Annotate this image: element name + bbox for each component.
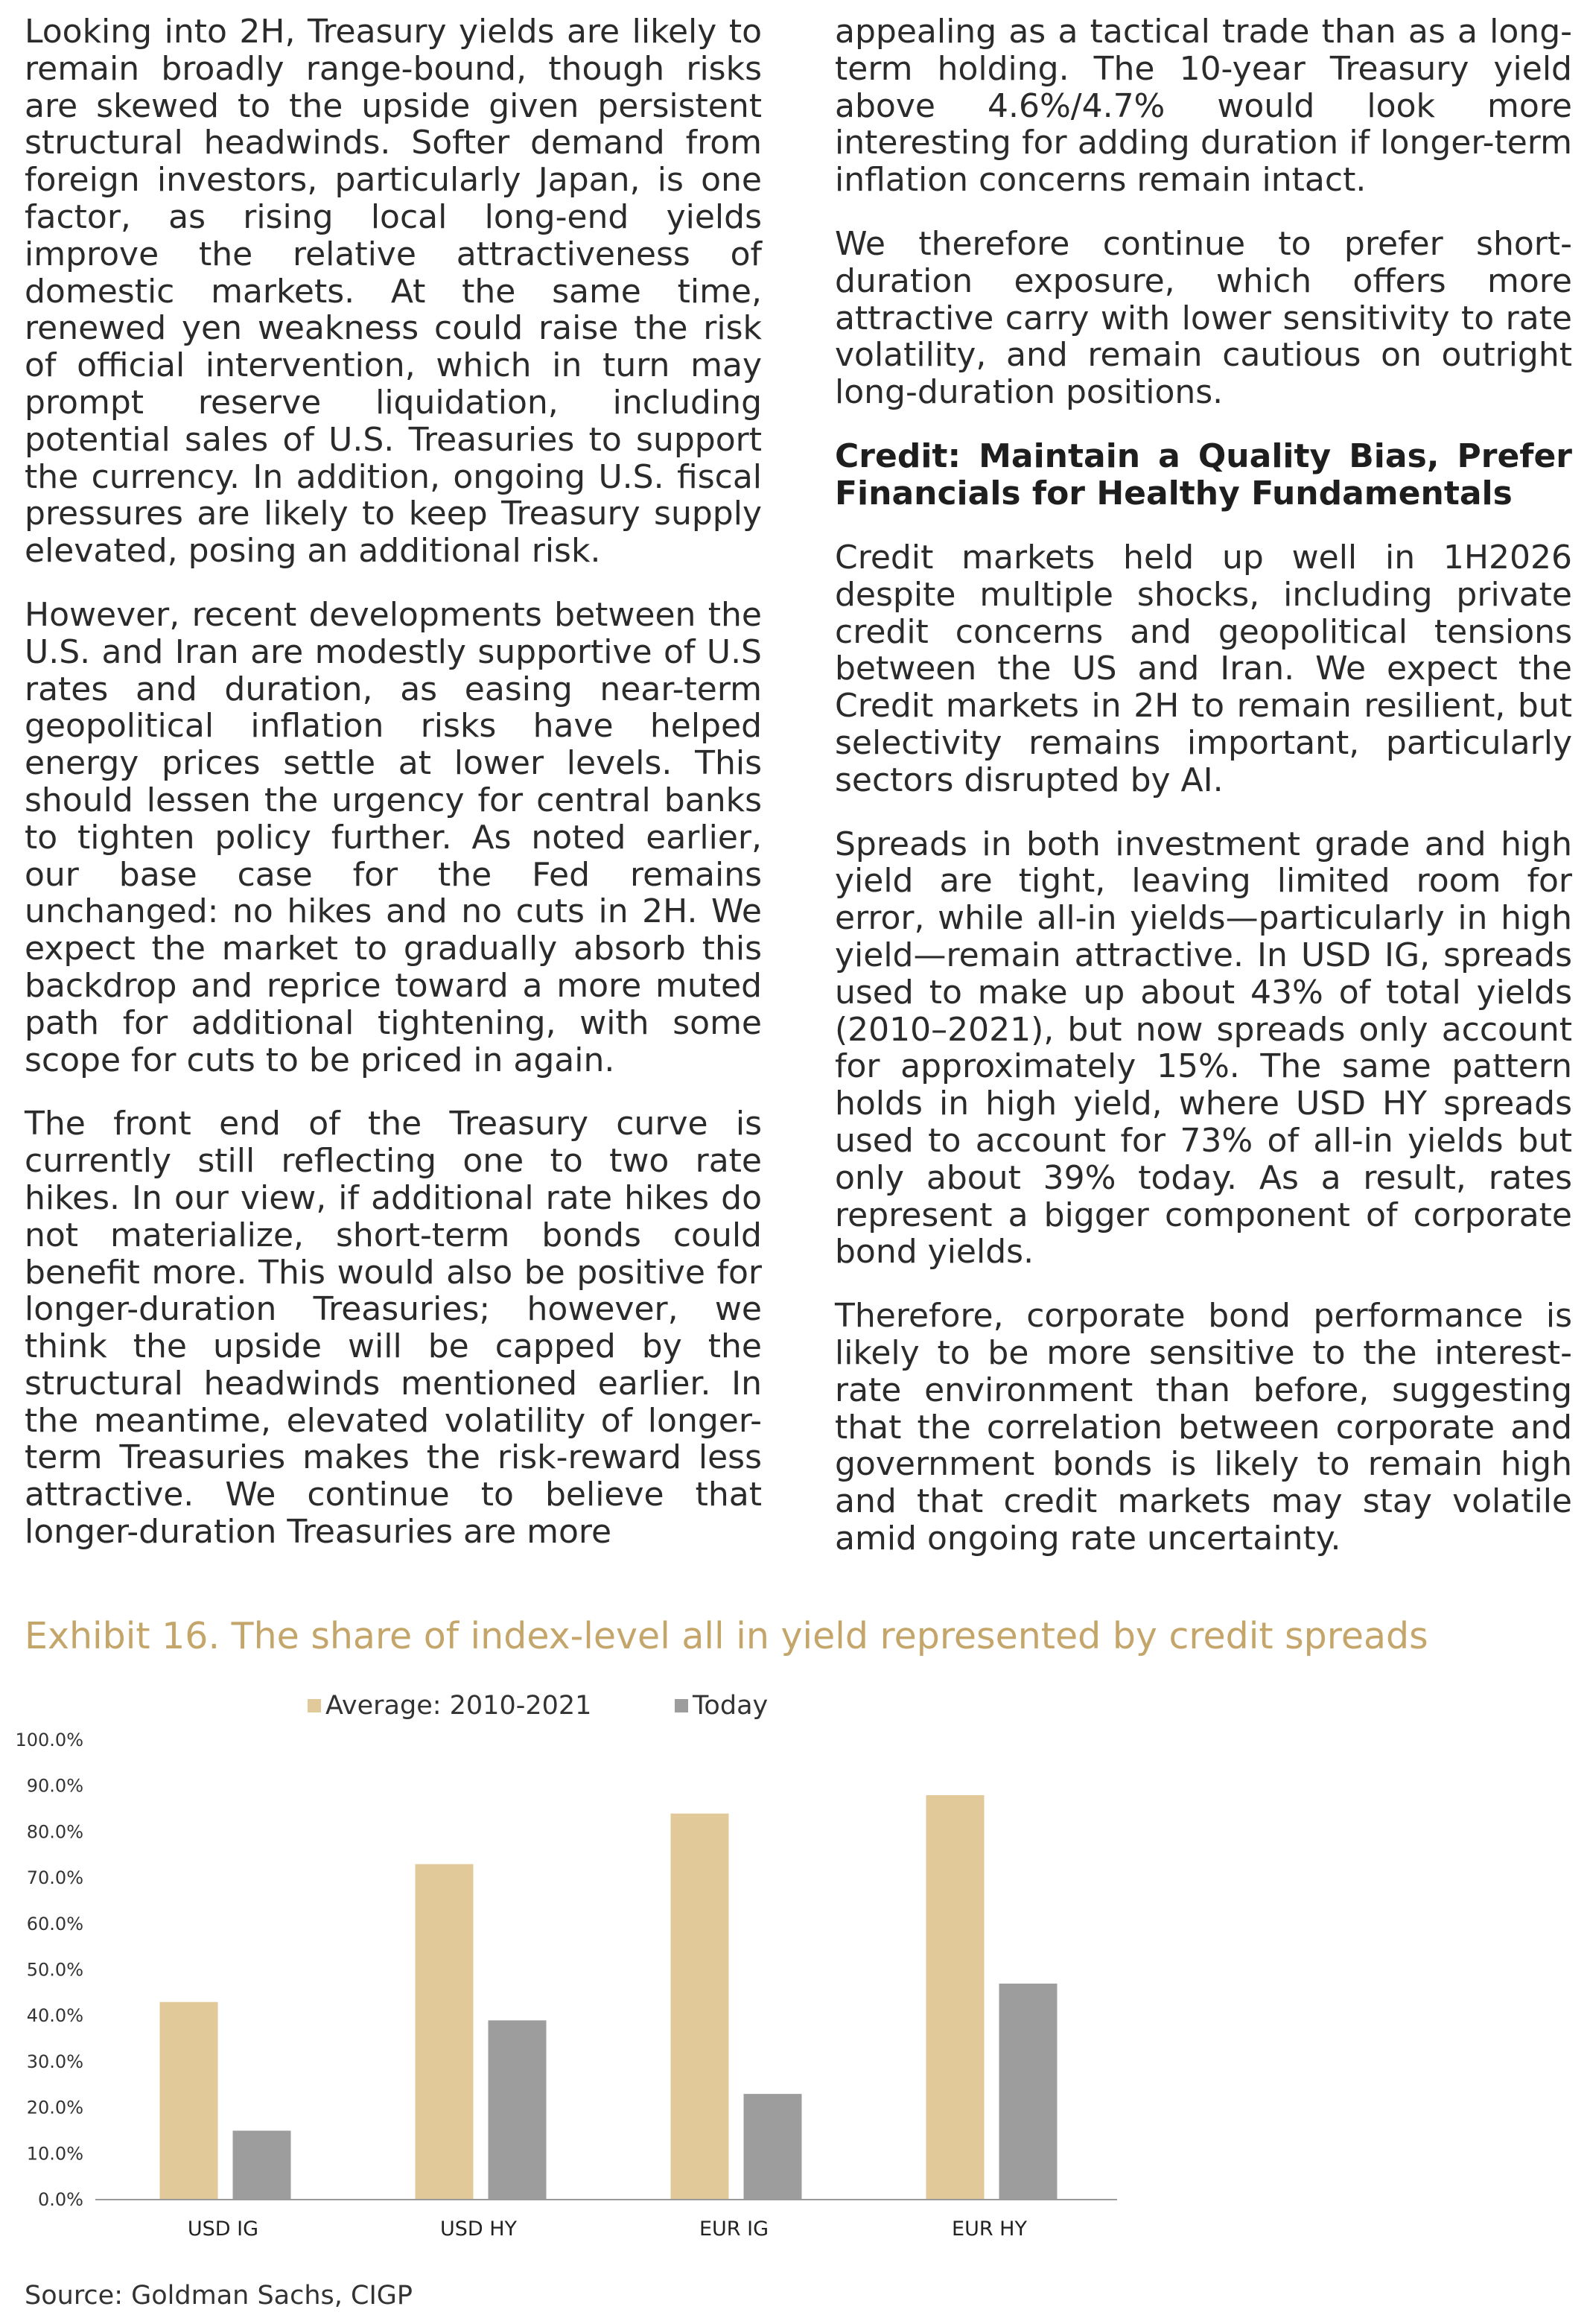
y-tick-label: 30.0% bbox=[26, 2051, 83, 2072]
x-tick-label: USD HY bbox=[439, 2217, 518, 2241]
exhibit-title: Exhibit 16. The share of index-level all in yield represented by credit spreads bbox=[25, 1615, 1428, 1657]
section-heading: Credit: Maintain a Quality Bias, Prefer Financials for Healthy Fundamentals bbox=[835, 436, 1572, 512]
body-paragraph: However, recent developments between the U.S. and Iran are modestly supportive of U.S rates and duration, as easing near-term geopolitical inflation risks have helped energy prices settle at lower levels. This should lessen the urgency for central banks to tighten policy further. As noted earlier, our base case for the Fed remains unchanged: no hikes and no cuts in 2H. We expect the market to gradually absorb this backdrop and reprice toward a more muted path for additional tightening, with some scope for cuts to be priced in again. bbox=[25, 595, 762, 1079]
body-paragraph: Spreads in both investment grade and high yield are tight, leaving limited room for error, while all-in yields—particularly in high yield—remain attractive. In USD IG, spreads used to make up about 43% of total yields (2010–2021), but now spreads only account for approximately 15%. The same pattern holds in high yield, where USD HY spreads used to account for 73% of all-in yields but only about 39% today. As a result, rates represent a bigger component of corporate bond yields. bbox=[835, 825, 1572, 1271]
x-tick-label: USD IG bbox=[187, 2217, 259, 2241]
y-tick-label: 0.0% bbox=[38, 2189, 83, 2210]
legend-swatch-average bbox=[308, 1699, 321, 1712]
bar-average-2010-2021-eur-hy bbox=[926, 1795, 985, 2200]
x-tick-label: EUR IG bbox=[699, 2217, 769, 2241]
y-tick-label: 20.0% bbox=[26, 2097, 83, 2118]
y-tick-label: 100.0% bbox=[15, 1730, 83, 1750]
y-tick-label: 40.0% bbox=[26, 2005, 83, 2027]
x-tick-label: EUR HY bbox=[952, 2217, 1027, 2241]
y-tick-label: 10.0% bbox=[26, 2143, 83, 2165]
body-paragraph: Looking into 2H, Treasury yields are likely to remain broadly range-bound, though risks are skewed to the upside given persistent structural headwinds. Softer demand from foreign investors, particularly Japan, is one factor, as rising local long-end yields improve the relative attractiveness of domestic markets. At the same time, renewed yen weakness could raise the risk of official intervention, which in turn may prompt reserve liquidation, including potential sales of U.S. Treasuries to support the currency. In addition, ongoing U.S. fiscal pressures are likely to keep Treasury supply elevated, posing an additional risk. bbox=[25, 13, 762, 571]
left-column bbox=[25, 13, 762, 1578]
body-paragraph: We therefore continue to prefer short-duration exposure, which offers more attractive carry with lower sensitivity to rate volatility, and remain cautious on outright long-duration positions. bbox=[835, 224, 1572, 412]
bar-chart bbox=[0, 1713, 1132, 2250]
source-note: Source: Goldman Sachs, CIGP bbox=[25, 2281, 413, 2311]
body-paragraph: Therefore, corporate bond performance is likely to be more sensitive to the interest-rate environment than before, suggesting that the correlation between corporate and government bonds is likely to remain high and that credit markets may stay volatile amid ongoing rate uncertainty. bbox=[835, 1297, 1572, 1558]
legend-label-average: Average: 2010-2021 bbox=[325, 1691, 592, 1721]
y-tick-label: 60.0% bbox=[26, 1913, 83, 1934]
body-paragraph: Credit markets held up well in 1H2026 despite multiple shocks, including private credit concerns and geopolitical tensions between the US and Iran. We expect the Credit markets in 2H to remain resilient, but selectivity remains important, particularly sectors disrupted by AI. bbox=[835, 538, 1572, 799]
y-tick-label: 80.0% bbox=[26, 1821, 83, 1843]
legend-label-today: Today bbox=[693, 1691, 769, 1721]
bar-today-usd-ig bbox=[233, 2130, 291, 2200]
bar-average-2010-2021-usd-ig bbox=[160, 2002, 218, 2200]
body-paragraph: appealing as a tactical trade than as a long-term holding. The 10-year Treasury yield above 4.6%/4.7% would look more interesting for adding duration if longer-term inflation concerns remain intact. bbox=[835, 13, 1572, 200]
bar-today-eur-ig bbox=[744, 2094, 802, 2200]
bar-today-usd-hy bbox=[489, 2020, 547, 2200]
y-tick-label: 70.0% bbox=[26, 1867, 83, 1889]
body-paragraph: The front end of the Treasury curve is currently still reflecting one to two rate hikes. In our view, if additional rate hikes do not materialize, short-term bonds could benefit more. This would also be positive for longer-duration Treasuries; however, we think the upside will be capped by the structural headwinds mentioned earlier. In the meantime, elevated volatility of longer-term Treasuries makes the risk-reward less attractive. We continue to believe that longer-duration Treasuries are more bbox=[25, 1105, 762, 1552]
bar-average-2010-2021-eur-ig bbox=[671, 1814, 729, 2200]
y-tick-label: 90.0% bbox=[26, 1775, 83, 1797]
legend-swatch-today bbox=[675, 1699, 688, 1712]
y-tick-label: 50.0% bbox=[26, 1959, 83, 1981]
bar-average-2010-2021-usd-hy bbox=[416, 1864, 474, 2200]
bar-today-eur-hy bbox=[999, 1984, 1058, 2200]
right-column bbox=[835, 13, 1572, 1584]
